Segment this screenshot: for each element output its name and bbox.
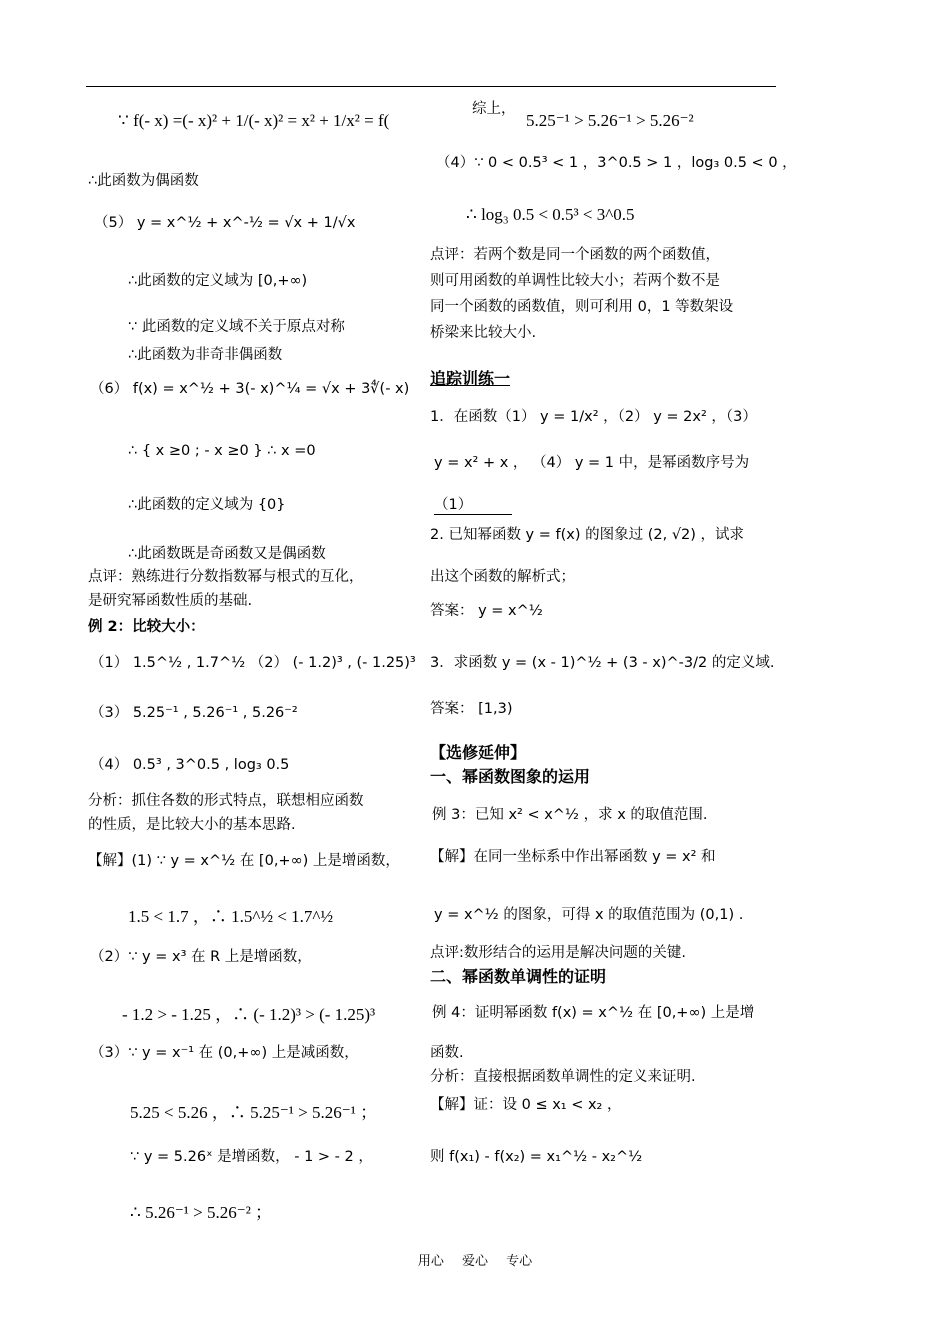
right-line-21: y = x^½ 的图象，可得 x 的取值范围为 (0,1) . [434, 907, 744, 923]
right-line-26: 分析：直接根据函数单调性的定义来证明. [430, 1069, 696, 1085]
right-line-16: 答案： [1,3) [430, 701, 513, 717]
left-line-24: ∵ y = 5.26ˣ 是增函数， - 1 > - 2 ， [130, 1149, 373, 1165]
right-line-17: 【选修延伸】 [430, 743, 527, 762]
left-line-10: 点评：熟练进行分数指数幂与根式的互化， [88, 569, 364, 585]
left-line-5: ∴此函数为非奇非偶函数 [128, 347, 283, 363]
right-line-0: 综上， [472, 101, 516, 117]
right-line-7: 桥梁来比较大小. [430, 325, 537, 341]
left-line-0: ∵ f(- x) =(- x)² + 1/(- x)² = x² + 1/x² = f( [118, 111, 390, 130]
right-line-4: 点评：若两个数是同一个函数的两个函数值， [430, 247, 720, 263]
right-line-15: 3．求函数 y = (x - 1)^½ + (3 - x)^-3/2 的定义域. [430, 655, 775, 671]
left-line-14: （3） 5.25⁻¹ , 5.26⁻¹ , 5.26⁻² [90, 705, 298, 721]
left-line-8: ∴此函数的定义域为 {0} [128, 497, 286, 513]
left-line-19: 1.5 < 1.7 ，∴ 1.5^½ < 1.7^½ [128, 907, 334, 926]
left-line-9: ∴此函数既是奇函数又是偶函数 [128, 546, 326, 562]
left-line-15: （4） 0.5³ , 3^0.5 , log₃ 0.5 [90, 757, 290, 773]
right-line-27: 【解】证：设 0 ≤ x₁ < x₂ ， [430, 1097, 622, 1113]
right-line-10: y = x² + x ， （4） y = 1 中，是幂函数序号为 [434, 455, 750, 471]
right-line-5: 则可用函数的单调性比较大小；若两个数不是 [430, 273, 720, 289]
right-line-18: 一、幂函数图象的运用 [430, 767, 591, 786]
left-line-3: ∴此函数的定义域为 [0,+∞) [128, 273, 308, 289]
page-footer: 用心 爱心 专心 [417, 1254, 533, 1269]
right-line-2: （4）∵ 0 < 0.5³ < 1 ，3^0.5 > 1 ，log₃ 0.5 < 0 ， [436, 155, 797, 171]
right-line-28: 则 f(x₁) - f(x₂) = x₁^½ - x₂^½ [430, 1149, 643, 1165]
right-line-20: 【解】在同一坐标系中作出幂函数 y = x² 和 [430, 849, 716, 865]
right-line-13: 出这个函数的解析式； [430, 569, 575, 585]
left-line-4: ∵ 此函数的定义域不关于原点对称 [128, 319, 345, 335]
left-line-17: 的性质，是比较大小的基本思路. [88, 817, 296, 833]
right-line-6: 同一个函数的函数值，则可利用 0，1 等数架设 [430, 299, 734, 315]
right-line-22: 点评:数形结合的运用是解决问题的关键. [430, 945, 686, 961]
right-line-24: 例 4：证明幂函数 f(x) = x^½ 在 [0,+∞) 上是增 [432, 1005, 755, 1021]
left-line-16: 分析：抓住各数的形式特点，联想相应函数 [88, 793, 364, 809]
left-line-7: ∴ { x ≥0 ; - x ≥0 } ∴ x =0 [128, 443, 316, 459]
left-line-22: （3）∵ y = x⁻¹ 在 (0,+∞) 上是减函数， [90, 1045, 359, 1061]
left-line-6: （6） f(x) = x^½ + 3(- x)^¼ = √x + 3∜(- x) [90, 381, 410, 397]
left-line-2: （5） y = x^½ + x^-½ = √x + 1/√x [94, 215, 356, 231]
right-line-25: 函数. [430, 1045, 464, 1061]
right-line-1: 5.25⁻¹ > 5.26⁻¹ > 5.26⁻² [526, 111, 694, 130]
right-line-3: ∴ log₃ 0.5 < 0.5³ < 3^0.5 [466, 205, 635, 224]
left-line-12: 例 2：比较大小： [88, 619, 205, 635]
left-line-21: - 1.2 > - 1.25 ，∴ (- 1.2)³ > (- 1.25)³ [122, 1005, 376, 1024]
right-line-8: 追踪训练一 [430, 369, 511, 388]
left-line-1: ∴此函数为偶函数 [88, 173, 199, 189]
left-line-18: 【解】(1) ∵ y = x^½ 在 [0,+∞) 上是增函数， [88, 853, 400, 869]
left-line-20: （2）∵ y = x³ 在 R 上是增函数， [90, 949, 312, 965]
right-line-19: 例 3：已知 x² < x^½ ，求 x 的取值范围. [432, 807, 708, 823]
right-line-9: 1．在函数（1） y = 1/x² ，（2） y = 2x² ，（3） [430, 409, 757, 425]
right-line-14: 答案： y = x^½ [430, 603, 543, 619]
header-rule [86, 86, 776, 87]
left-line-13: （1） 1.5^½ , 1.7^½ （2） (- 1.2)³ , (- 1.25)³ [90, 655, 416, 671]
right-line-23: 二、幂函数单调性的证明 [430, 967, 607, 986]
left-line-11: 是研究幂函数性质的基础. [88, 593, 253, 609]
right-line-12: 2. 已知幂函数 y = f(x) 的图象过 (2, √2) ，试求 [430, 527, 745, 543]
right-line-11: （1） [434, 496, 512, 515]
left-line-23: 5.25 < 5.26 ，∴ 5.25⁻¹ > 5.26⁻¹ ； [130, 1103, 378, 1122]
left-line-25: ∴ 5.26⁻¹ > 5.26⁻² ； [130, 1203, 273, 1222]
